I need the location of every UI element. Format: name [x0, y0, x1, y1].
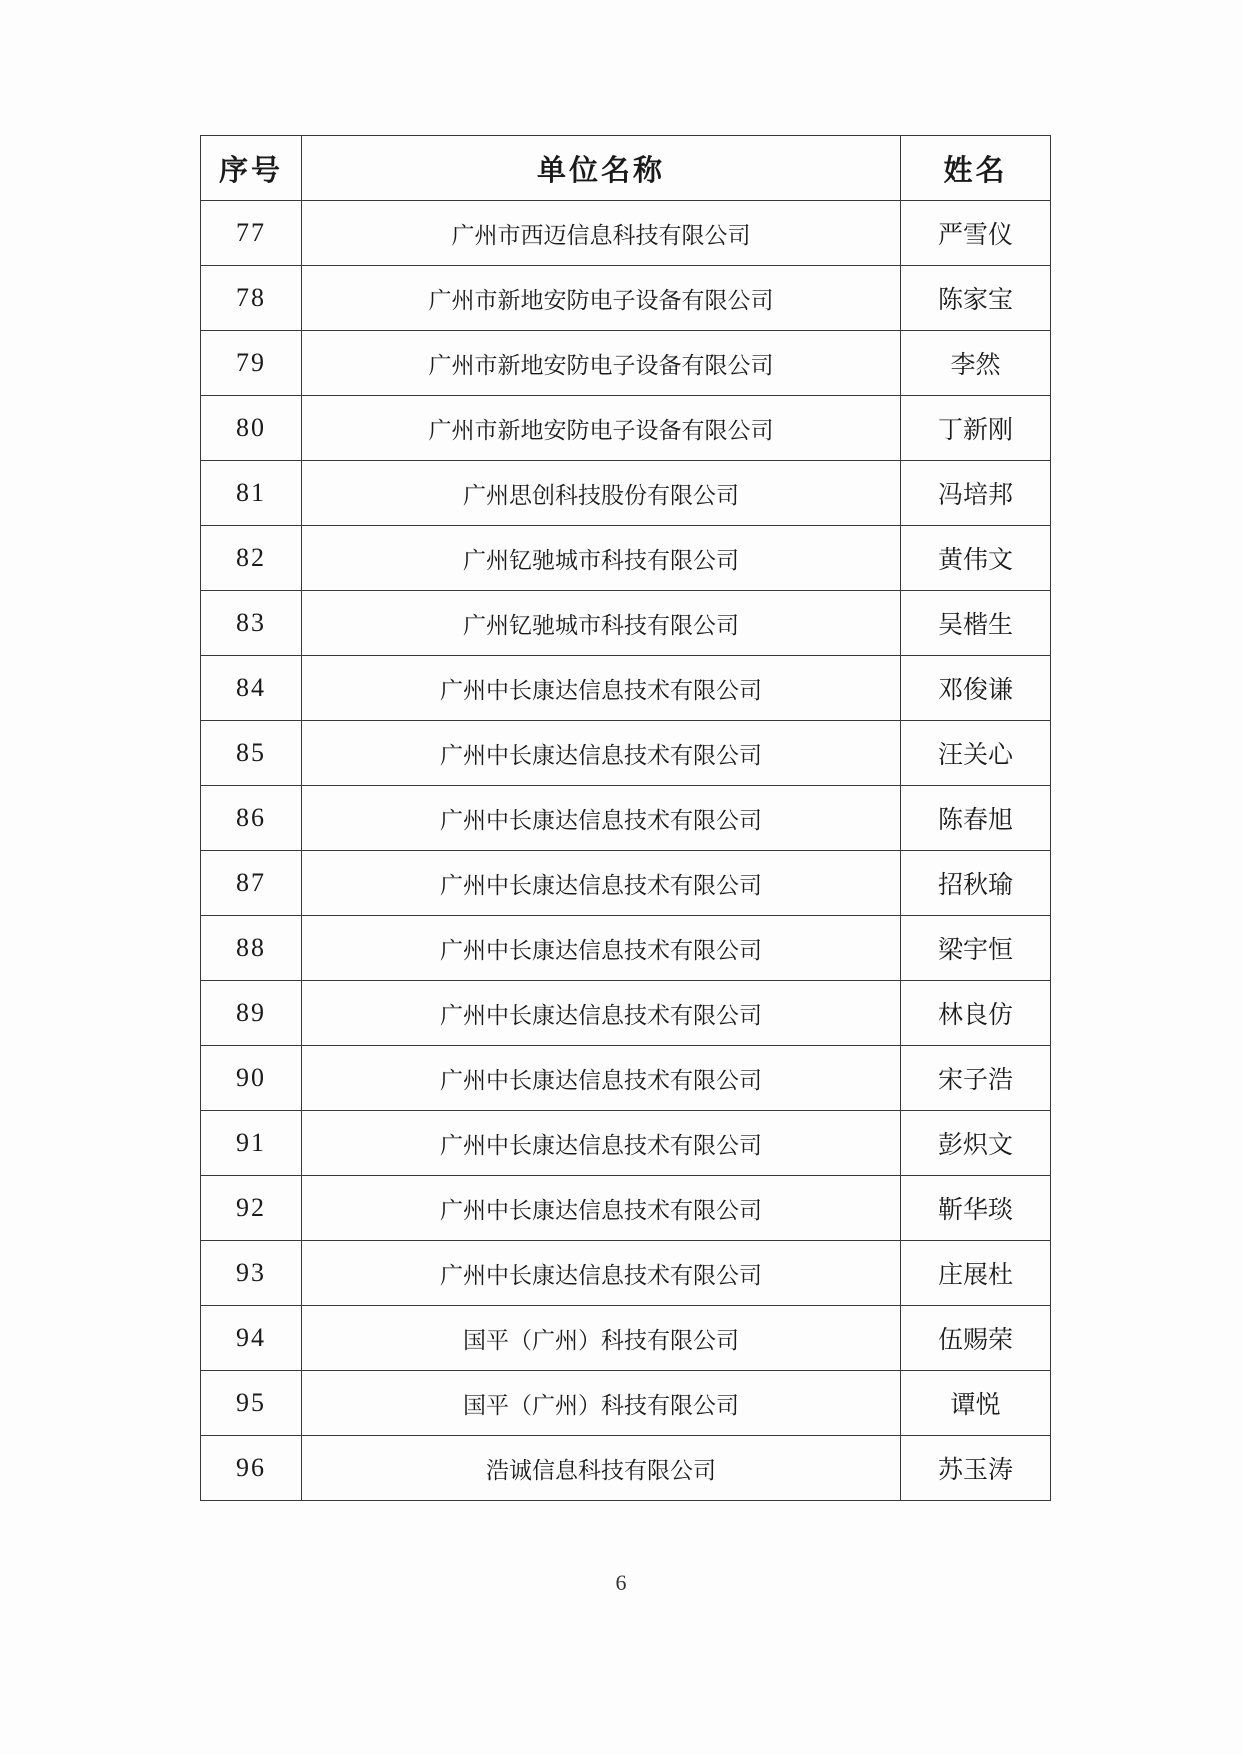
row-person-name: 伍赐荣: [901, 1306, 1051, 1371]
row-unit-name: 广州中长康达信息技术有限公司: [302, 721, 901, 786]
table-row: [201, 266, 1051, 331]
row-unit-name: 广州中长康达信息技术有限公司: [302, 851, 901, 916]
table-row: [201, 656, 1051, 721]
row-person-name: 宋子浩: [901, 1046, 1051, 1111]
row-unit-name: 广州市新地安防电子设备有限公司: [302, 331, 901, 396]
row-unit-name: 广州中长康达信息技术有限公司: [302, 916, 901, 981]
row-person-name: 林良仿: [901, 981, 1051, 1046]
row-person-name: 陈家宝: [901, 266, 1051, 331]
row-serial-number: 84: [201, 656, 302, 721]
table-row: [201, 591, 1051, 656]
row-unit-name: 广州钇驰城市科技有限公司: [302, 591, 901, 656]
row-serial-number: 89: [201, 981, 302, 1046]
header-unit-name: 单位名称: [302, 136, 901, 201]
table-header-row: [201, 136, 1051, 201]
row-person-name: 谭悦: [901, 1371, 1051, 1436]
row-serial-number: 94: [201, 1306, 302, 1371]
row-person-name: 冯培邦: [901, 461, 1051, 526]
row-serial-number: 80: [201, 396, 302, 461]
table-body: [201, 201, 1051, 1501]
row-unit-name: 国平（广州）科技有限公司: [302, 1306, 901, 1371]
table-row: [201, 786, 1051, 851]
header-serial-number: 序号: [201, 136, 302, 201]
row-unit-name: 广州市西迈信息科技有限公司: [302, 201, 901, 266]
table-row: [201, 1371, 1051, 1436]
row-serial-number: 91: [201, 1111, 302, 1176]
row-serial-number: 96: [201, 1436, 302, 1501]
row-serial-number: 83: [201, 591, 302, 656]
table-row: [201, 461, 1051, 526]
row-unit-name: 广州中长康达信息技术有限公司: [302, 656, 901, 721]
table-row: [201, 1436, 1051, 1501]
row-unit-name: 广州思创科技股份有限公司: [302, 461, 901, 526]
row-unit-name: 广州中长康达信息技术有限公司: [302, 786, 901, 851]
row-person-name: 黄伟文: [901, 526, 1051, 591]
row-unit-name: 广州中长康达信息技术有限公司: [302, 981, 901, 1046]
row-serial-number: 81: [201, 461, 302, 526]
row-person-name: 李然: [901, 331, 1051, 396]
row-serial-number: 92: [201, 1176, 302, 1241]
row-unit-name: 广州钇驰城市科技有限公司: [302, 526, 901, 591]
row-serial-number: 82: [201, 526, 302, 591]
row-serial-number: 95: [201, 1371, 302, 1436]
table-row: [201, 1046, 1051, 1111]
row-serial-number: 93: [201, 1241, 302, 1306]
table-row: [201, 1306, 1051, 1371]
row-person-name: 梁宇恒: [901, 916, 1051, 981]
row-person-name: 严雪仪: [901, 201, 1051, 266]
row-person-name: 庄展杜: [901, 1241, 1051, 1306]
row-person-name: 陈春旭: [901, 786, 1051, 851]
row-person-name: 彭炽文: [901, 1111, 1051, 1176]
row-unit-name: 国平（广州）科技有限公司: [302, 1371, 901, 1436]
table-row: [201, 916, 1051, 981]
row-unit-name: 浩诚信息科技有限公司: [302, 1436, 901, 1501]
row-serial-number: 87: [201, 851, 302, 916]
table-row: [201, 526, 1051, 591]
table-row: [201, 981, 1051, 1046]
row-serial-number: 86: [201, 786, 302, 851]
table-row: [201, 1111, 1051, 1176]
table-row: [201, 721, 1051, 786]
row-person-name: 邓俊谦: [901, 656, 1051, 721]
roster-table: [200, 135, 1051, 1501]
row-person-name: 汪关心: [901, 721, 1051, 786]
table-row: [201, 331, 1051, 396]
row-serial-number: 90: [201, 1046, 302, 1111]
table-row: [201, 201, 1051, 266]
row-unit-name: 广州市新地安防电子设备有限公司: [302, 266, 901, 331]
table-row: [201, 1241, 1051, 1306]
page-number: 6: [615, 1570, 627, 1595]
row-person-name: 苏玉涛: [901, 1436, 1051, 1501]
row-person-name: 招秋瑜: [901, 851, 1051, 916]
table-row: [201, 851, 1051, 916]
row-serial-number: 88: [201, 916, 302, 981]
row-unit-name: 广州中长康达信息技术有限公司: [302, 1241, 901, 1306]
row-unit-name: 广州中长康达信息技术有限公司: [302, 1176, 901, 1241]
row-unit-name: 广州市新地安防电子设备有限公司: [302, 396, 901, 461]
row-person-name: 吴楷生: [901, 591, 1051, 656]
row-person-name: 靳华琰: [901, 1176, 1051, 1241]
row-serial-number: 85: [201, 721, 302, 786]
row-serial-number: 78: [201, 266, 302, 331]
row-person-name: 丁新刚: [901, 396, 1051, 461]
row-unit-name: 广州中长康达信息技术有限公司: [302, 1046, 901, 1111]
row-unit-name: 广州中长康达信息技术有限公司: [302, 1111, 901, 1176]
header-person-name: 姓名: [901, 136, 1051, 201]
row-serial-number: 77: [201, 201, 302, 266]
table-row: [201, 1176, 1051, 1241]
table-row: [201, 396, 1051, 461]
row-serial-number: 79: [201, 331, 302, 396]
